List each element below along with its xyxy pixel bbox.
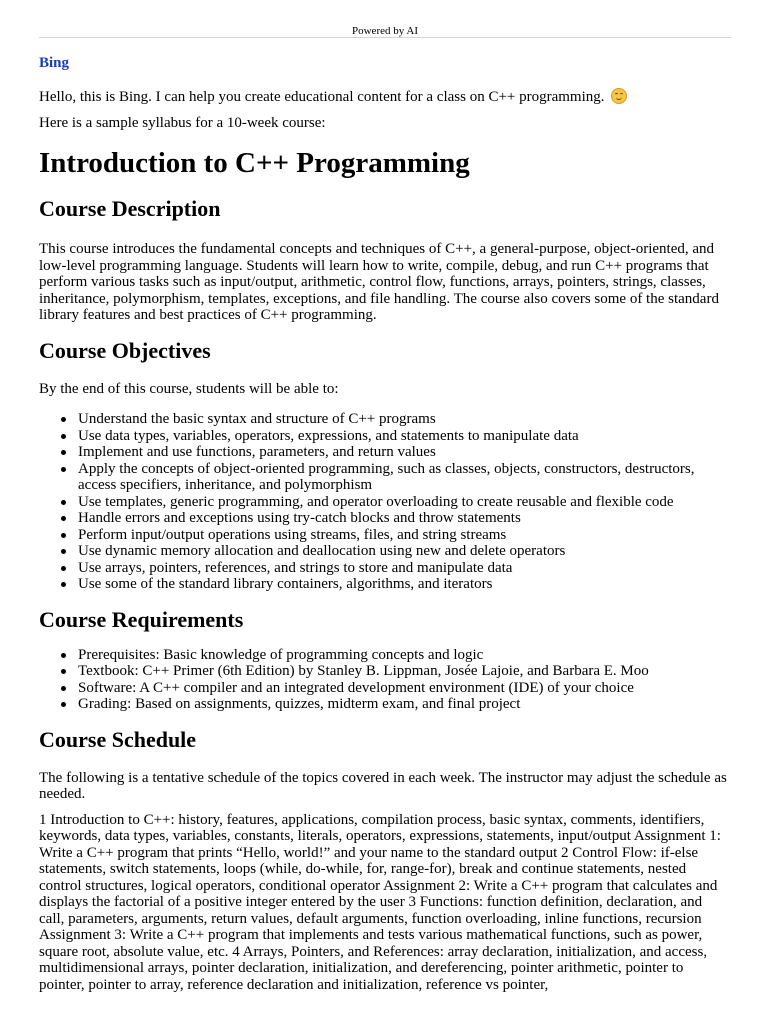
list-item: Understand the basic syntax and structure of C++ programs	[39, 411, 731, 428]
list-item: Apply the concepts of object-oriented programming, such as classes, objects, constructors, destructors, access specifiers, inheritance, and polymorphism	[39, 461, 731, 494]
list-item: Use data types, variables, operators, expressions, and statements to manipulate data	[39, 428, 731, 445]
list-item: Perform input/output operations using streams, files, and string streams	[39, 527, 731, 544]
list-item: Prerequisites: Basic knowledge of programming concepts and logic	[39, 647, 731, 664]
list-item: Software: A C++ compiler and an integrated development environment (IDE) of your choice	[39, 680, 731, 697]
sender-name: Bing	[39, 55, 70, 71]
list-item: Use arrays, pointers, references, and strings to store and manipulate data	[39, 560, 731, 577]
list-item: Grading: Based on assignments, quizzes, midterm exam, and final project	[39, 696, 731, 713]
course-objectives-intro: By the end of this course, students will be able to:	[39, 380, 339, 397]
powered-by-header	[39, 0, 731, 38]
greeting-paragraph	[39, 88, 731, 106]
course-description-heading: Course Description	[39, 196, 221, 221]
list-item: Textbook: C++ Primer (6th Edition) by Stanley B. Lippman, Josée Lajoie, and Barbara E. Moo	[39, 663, 731, 680]
course-schedule-heading: Course Schedule	[39, 726, 197, 752]
course-objectives-heading: Course Objectives	[39, 337, 211, 363]
course-schedule-body: 1 Introduction to C++: history, features, applications, compilation process, basic syntax, comments, identifiers, keywords, data types, variables, constants, literals, operators, expressions, statements, input/output Assignment 1: Write a C++ program that prints “Hello, world!” and your name to the standard output 2 Control Flow: if-else statements, switch statements, loops (while, do-while, for, range-for), break and continue statements, nested control structures, logical operators, conditional operator Assignment 2: Write a C++ program that calculates and displays the factorial of a positive integer entered by the user 3 Functions: function definition, declaration, and call, parameters, arguments, return values, default arguments, function overloading, inline functions, recursion Assignment 3: Write a C++ program that implements and tests various mathematical functions, such as power, square root, absolute value, etc. 4 Arrays, Pointers, and References: array declaration, initialization, and access, multidimensional arrays, pointer declaration, initialization, and dereferencing, pointer arithmetic, pointer to pointer, pointer to array, reference declaration and initialization, reference vs pointer,	[39, 811, 721, 993]
course-requirements-heading: Course Requirements	[39, 606, 244, 632]
course-objectives-list	[39, 411, 731, 593]
list-item: Use templates, generic programming, and operator overloading to create reusable and flexible code	[39, 494, 731, 511]
syllabus-title: Introduction to C++ Programming	[39, 147, 470, 179]
smiling-face-emoji-icon	[611, 88, 627, 104]
intro-paragraph: Here is a sample syllabus for a 10-week course:	[39, 114, 326, 131]
greeting-text: Hello, this is Bing. I can help you create educational content for a class on C++ programming.	[39, 89, 605, 105]
list-item: Use dynamic memory allocation and deallocation using new and delete operators	[39, 543, 731, 560]
list-item: Use some of the standard library containers, algorithms, and iterators	[39, 576, 731, 593]
course-description-text: This course introduces the fundamental concepts and techniques of C++, a general-purpose, object-oriented, and low-level programming language. Students will learn how to write, compile, debug, and run C++ programs that perform various tasks such as input/output, arithmetic, control flow, functions, arrays, pointers, strings, classes, inheritance, polymorphism, templates, exceptions, and file handling. The course also covers some of the standard library features and best practices of C++ programming.	[39, 241, 719, 323]
course-schedule-intro: The following is a tentative schedule of the topics covered in each week. The instructor may adjust the schedule as needed.	[39, 769, 727, 802]
document-page	[39, 0, 731, 993]
list-item: Handle errors and exceptions using try-catch blocks and throw statements	[39, 510, 731, 527]
course-requirements-list	[39, 647, 731, 713]
list-item: Implement and use functions, parameters, and return values	[39, 444, 731, 461]
powered-by-label: Powered by AI	[352, 25, 418, 37]
